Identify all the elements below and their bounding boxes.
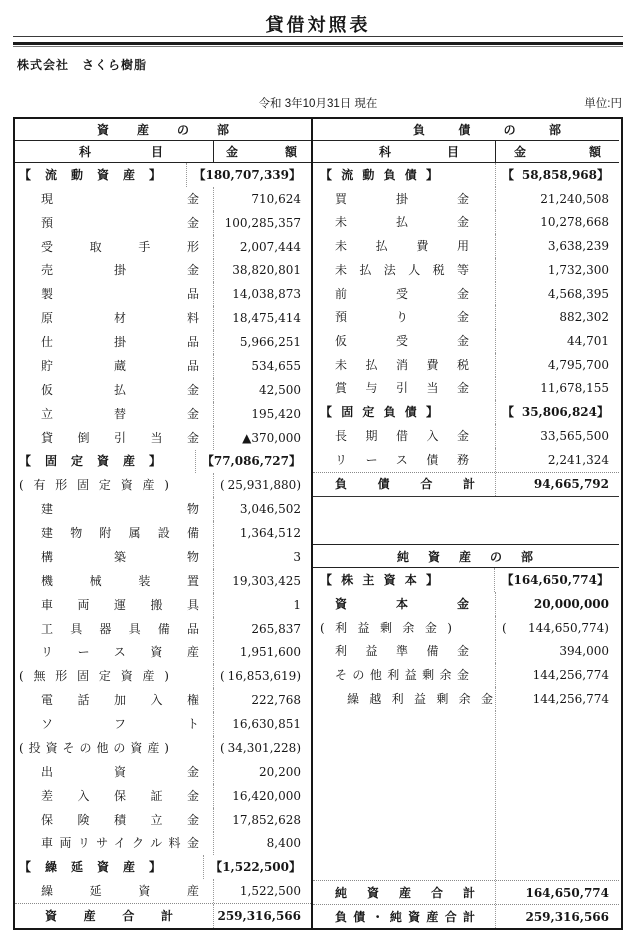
account-amount: 19,303,425 bbox=[213, 569, 311, 593]
section-gap bbox=[313, 497, 619, 544]
assets-rows bbox=[15, 163, 311, 928]
section-row bbox=[15, 163, 311, 187]
section-row bbox=[313, 163, 619, 187]
account-row bbox=[15, 808, 311, 832]
account-name: 未払消費税 bbox=[335, 357, 469, 372]
assets-section-header: 資産の部 bbox=[15, 119, 311, 141]
bracket-open: ( bbox=[220, 669, 225, 684]
total-row bbox=[15, 903, 311, 928]
account-row bbox=[15, 569, 311, 593]
account-amount: 4,795,700 bbox=[495, 353, 619, 377]
balance-sheet-table bbox=[13, 117, 623, 930]
account-row bbox=[15, 641, 311, 665]
account-name: 【株主資本】 bbox=[320, 572, 438, 587]
account-name: 【流動負債】 bbox=[320, 167, 438, 182]
account-row bbox=[313, 640, 619, 664]
account-row bbox=[313, 329, 619, 353]
account-amount: 21,240,508 bbox=[495, 187, 619, 211]
account-amount: 16,420,000 bbox=[213, 784, 311, 808]
account-name: 現金 bbox=[41, 191, 199, 206]
assets-column-header bbox=[15, 141, 311, 163]
account-name: 車両リサイクル料金 bbox=[41, 836, 199, 851]
account-row bbox=[15, 617, 311, 641]
account-row bbox=[15, 688, 311, 712]
account-amount: 3,046,502 bbox=[213, 497, 311, 521]
account-name: 賞与引当金 bbox=[335, 381, 469, 396]
account-name: 差入保証金 bbox=[41, 788, 199, 803]
account-name: 売掛金 bbox=[41, 263, 199, 278]
account-amount: 20,000,000 bbox=[495, 592, 619, 616]
account-row bbox=[15, 736, 311, 760]
account-row bbox=[15, 426, 311, 450]
empty-filler bbox=[313, 711, 619, 880]
account-amount: 1,364,512 bbox=[213, 521, 311, 545]
bracket-open: 【 bbox=[210, 860, 223, 875]
bracket-open: ( bbox=[220, 740, 225, 755]
account-row bbox=[15, 282, 311, 306]
account-name: リース資産 bbox=[41, 645, 199, 660]
account-row bbox=[15, 545, 311, 569]
account-name: 原材料 bbox=[41, 311, 199, 326]
account-amount: 100,285,357 bbox=[213, 211, 311, 235]
amount-value: 164,650,774】 bbox=[513, 572, 609, 587]
bracket-open: 【 bbox=[201, 454, 214, 469]
amount-value: 144,650,774) bbox=[527, 620, 609, 635]
account-amount: 16,630,851 bbox=[213, 712, 311, 736]
company-name: 株式会社 さくら樹脂 bbox=[17, 58, 148, 72]
account-row bbox=[313, 448, 619, 472]
account-amount bbox=[213, 473, 311, 497]
account-amount: 534,655 bbox=[213, 354, 311, 378]
account-amount: 144,256,774 bbox=[495, 663, 619, 687]
bracket-open: 【 bbox=[502, 167, 515, 182]
account-row bbox=[313, 258, 619, 282]
account-amount: 33,565,500 bbox=[495, 424, 619, 448]
account-name: (利益剰余金) bbox=[320, 620, 452, 635]
account-name: 資本金 bbox=[335, 596, 469, 611]
amount-value: 25,931,880) bbox=[227, 478, 301, 493]
account-amount: 195,420 bbox=[213, 402, 311, 426]
account-row bbox=[15, 593, 311, 617]
amount-value: 1,522,500】 bbox=[222, 860, 301, 875]
account-row bbox=[313, 234, 619, 258]
account-name: 【流動資産】 bbox=[19, 167, 161, 182]
account-amount bbox=[195, 450, 311, 474]
account-amount: ▲370,000 bbox=[213, 426, 311, 450]
account-row bbox=[15, 521, 311, 545]
account-amount bbox=[186, 163, 311, 187]
amount-value: 77,086,727】 bbox=[213, 454, 301, 469]
account-amount: 8,400 bbox=[213, 832, 311, 856]
liabilities-rows bbox=[313, 163, 619, 497]
assets-table bbox=[15, 119, 313, 928]
amount-value: 35,806,824】 bbox=[521, 405, 609, 420]
account-row bbox=[15, 832, 311, 856]
account-amount: 144,256,774 bbox=[495, 687, 619, 711]
account-row bbox=[313, 210, 619, 234]
account-row bbox=[15, 784, 311, 808]
account-name: 機械装置 bbox=[41, 573, 199, 588]
account-row bbox=[15, 378, 311, 402]
amount-column-header: 金額 bbox=[495, 141, 619, 162]
net-assets-rows bbox=[313, 568, 619, 711]
account-amount bbox=[213, 736, 311, 760]
account-row bbox=[313, 687, 619, 711]
account-amount: 2,241,324 bbox=[495, 448, 619, 472]
account-row bbox=[15, 664, 311, 688]
account-amount: 5,966,251 bbox=[213, 330, 311, 354]
net-assets-section-header: 純資産の部 bbox=[313, 544, 619, 568]
total-row bbox=[313, 904, 619, 928]
account-amount: 1,732,300 bbox=[495, 258, 619, 282]
account-name: 預金 bbox=[41, 215, 199, 230]
header-double-rule bbox=[13, 42, 623, 47]
account-row bbox=[313, 424, 619, 448]
account-name: (無形固定資産) bbox=[19, 669, 169, 684]
title-underline bbox=[13, 36, 623, 37]
account-amount bbox=[495, 163, 619, 187]
bracket-open: 【 bbox=[193, 167, 206, 182]
account-column-header: 科目 bbox=[79, 145, 163, 159]
account-row bbox=[15, 712, 311, 736]
account-amount bbox=[495, 616, 619, 640]
account-name: 製品 bbox=[41, 287, 199, 302]
account-row bbox=[313, 187, 619, 211]
account-row bbox=[15, 211, 311, 235]
account-amount: 1 bbox=[213, 593, 311, 617]
account-name: (有形固定資産) bbox=[19, 478, 169, 493]
account-row bbox=[15, 259, 311, 283]
section-row bbox=[313, 400, 619, 424]
account-row bbox=[313, 305, 619, 329]
account-row bbox=[15, 187, 311, 211]
account-row bbox=[15, 879, 311, 903]
account-name: その他利益剰余金 bbox=[335, 668, 469, 683]
account-name: 工具器具備品 bbox=[41, 621, 199, 636]
account-amount: 222,768 bbox=[213, 688, 311, 712]
account-name: 保険積立金 bbox=[41, 812, 199, 827]
account-row bbox=[15, 402, 311, 426]
account-amount: 4,568,395 bbox=[495, 282, 619, 306]
unit-label: 単位:円 bbox=[584, 98, 622, 110]
account-row bbox=[313, 353, 619, 377]
account-amount bbox=[203, 855, 311, 879]
report-date: 令和 3年10月31日 現在 bbox=[258, 98, 378, 110]
account-row bbox=[15, 354, 311, 378]
account-name: 資産合計 bbox=[45, 909, 173, 924]
account-row bbox=[313, 592, 619, 616]
account-row bbox=[15, 235, 311, 259]
account-name: 建物附属設備 bbox=[41, 526, 199, 541]
account-name: 長期借入金 bbox=[335, 428, 469, 443]
account-amount: 20,200 bbox=[213, 760, 311, 784]
account-name: 純資産合計 bbox=[335, 885, 475, 900]
account-name: 未払費用 bbox=[335, 239, 469, 254]
account-amount bbox=[495, 400, 619, 424]
total-row bbox=[313, 880, 619, 904]
account-amount: 18,475,414 bbox=[213, 306, 311, 330]
account-row bbox=[15, 306, 311, 330]
amount-value: 16,853,619) bbox=[227, 669, 301, 684]
account-name: 電話加入権 bbox=[41, 693, 199, 708]
account-amount: 2,007,444 bbox=[213, 235, 311, 259]
bracket-open: ( bbox=[220, 478, 225, 493]
account-name: 未払金 bbox=[335, 215, 469, 230]
account-row bbox=[313, 663, 619, 687]
page-title: 貸借対照表 bbox=[265, 15, 371, 35]
account-name: 建物 bbox=[41, 502, 199, 517]
account-name: 仮払金 bbox=[41, 382, 199, 397]
liabilities-column-header bbox=[313, 141, 619, 163]
section-row bbox=[15, 855, 311, 879]
account-amount: 882,302 bbox=[495, 305, 619, 329]
account-row bbox=[15, 330, 311, 354]
account-amount: 14,038,873 bbox=[213, 282, 311, 306]
account-name: 利益準備金 bbox=[335, 644, 469, 659]
account-name: 出資金 bbox=[41, 764, 199, 779]
account-amount: 94,665,792 bbox=[495, 473, 619, 497]
account-name: 負債合計 bbox=[335, 477, 475, 492]
account-amount bbox=[494, 568, 619, 592]
account-row bbox=[15, 497, 311, 521]
liabilities-section-header: 負債の部 bbox=[313, 119, 619, 141]
account-name: 車両運搬具 bbox=[41, 597, 199, 612]
account-amount: 265,837 bbox=[213, 617, 311, 641]
account-amount: 259,316,566 bbox=[213, 904, 311, 928]
account-name: ソフト bbox=[41, 717, 199, 732]
account-name: 負債・純資産合計 bbox=[335, 909, 475, 924]
account-name: 未払法人税等 bbox=[335, 262, 469, 277]
account-name: 買掛金 bbox=[335, 191, 469, 206]
account-amount: 1,522,500 bbox=[213, 879, 311, 903]
account-name: 【固定負債】 bbox=[320, 405, 438, 420]
account-amount: 17,852,628 bbox=[213, 808, 311, 832]
account-row bbox=[15, 760, 311, 784]
grand-total-rows bbox=[313, 880, 619, 928]
account-row bbox=[313, 282, 619, 306]
account-amount bbox=[213, 664, 311, 688]
section-row bbox=[313, 568, 619, 592]
account-name: 預り金 bbox=[335, 310, 469, 325]
account-row bbox=[313, 616, 619, 640]
account-name: 仮受金 bbox=[335, 334, 469, 348]
account-amount: 710,624 bbox=[213, 187, 311, 211]
bracket-open: 【 bbox=[501, 572, 514, 587]
account-name: 立替金 bbox=[41, 406, 199, 421]
account-amount: 11,678,155 bbox=[495, 377, 619, 401]
account-amount: 3,638,239 bbox=[495, 234, 619, 258]
account-amount: 1,951,600 bbox=[213, 641, 311, 665]
account-amount: 394,000 bbox=[495, 640, 619, 664]
account-amount: 3 bbox=[213, 545, 311, 569]
account-row bbox=[15, 473, 311, 497]
account-amount: 38,820,801 bbox=[213, 259, 311, 283]
account-name: リース債務 bbox=[335, 452, 469, 467]
account-name: 構築物 bbox=[41, 549, 199, 564]
account-row bbox=[313, 377, 619, 401]
account-amount: 10,278,668 bbox=[495, 210, 619, 234]
amount-column-header: 金額 bbox=[213, 141, 311, 162]
amount-value: 34,301,228) bbox=[227, 740, 301, 755]
account-amount: 164,650,774 bbox=[495, 881, 619, 904]
account-name: 繰越利益剰余金 bbox=[347, 692, 493, 707]
account-name: 受取手形 bbox=[41, 239, 199, 254]
amount-value: 58,858,968】 bbox=[521, 167, 609, 182]
section-row bbox=[15, 450, 311, 474]
account-amount: 259,316,566 bbox=[495, 905, 619, 928]
account-column-header: 科目 bbox=[379, 145, 459, 159]
account-name: 仕掛品 bbox=[41, 335, 199, 350]
account-name: 【固定資産】 bbox=[19, 454, 161, 469]
total-row bbox=[313, 472, 619, 497]
account-amount: 42,500 bbox=[213, 378, 311, 402]
account-name: 貯蔵品 bbox=[41, 358, 199, 373]
bracket-open: ( bbox=[502, 620, 507, 635]
account-name: 前受金 bbox=[335, 286, 469, 301]
account-name: 貸倒引当金 bbox=[41, 430, 199, 445]
amount-value: 180,707,339】 bbox=[205, 167, 301, 182]
account-name: (投資その他の資産) bbox=[19, 740, 169, 755]
account-name: 繰延資産 bbox=[41, 884, 199, 899]
bracket-open: 【 bbox=[502, 405, 515, 420]
liabilities-table bbox=[313, 119, 619, 928]
account-amount: 44,701 bbox=[495, 329, 619, 353]
account-name: 【繰延資産】 bbox=[19, 860, 161, 875]
